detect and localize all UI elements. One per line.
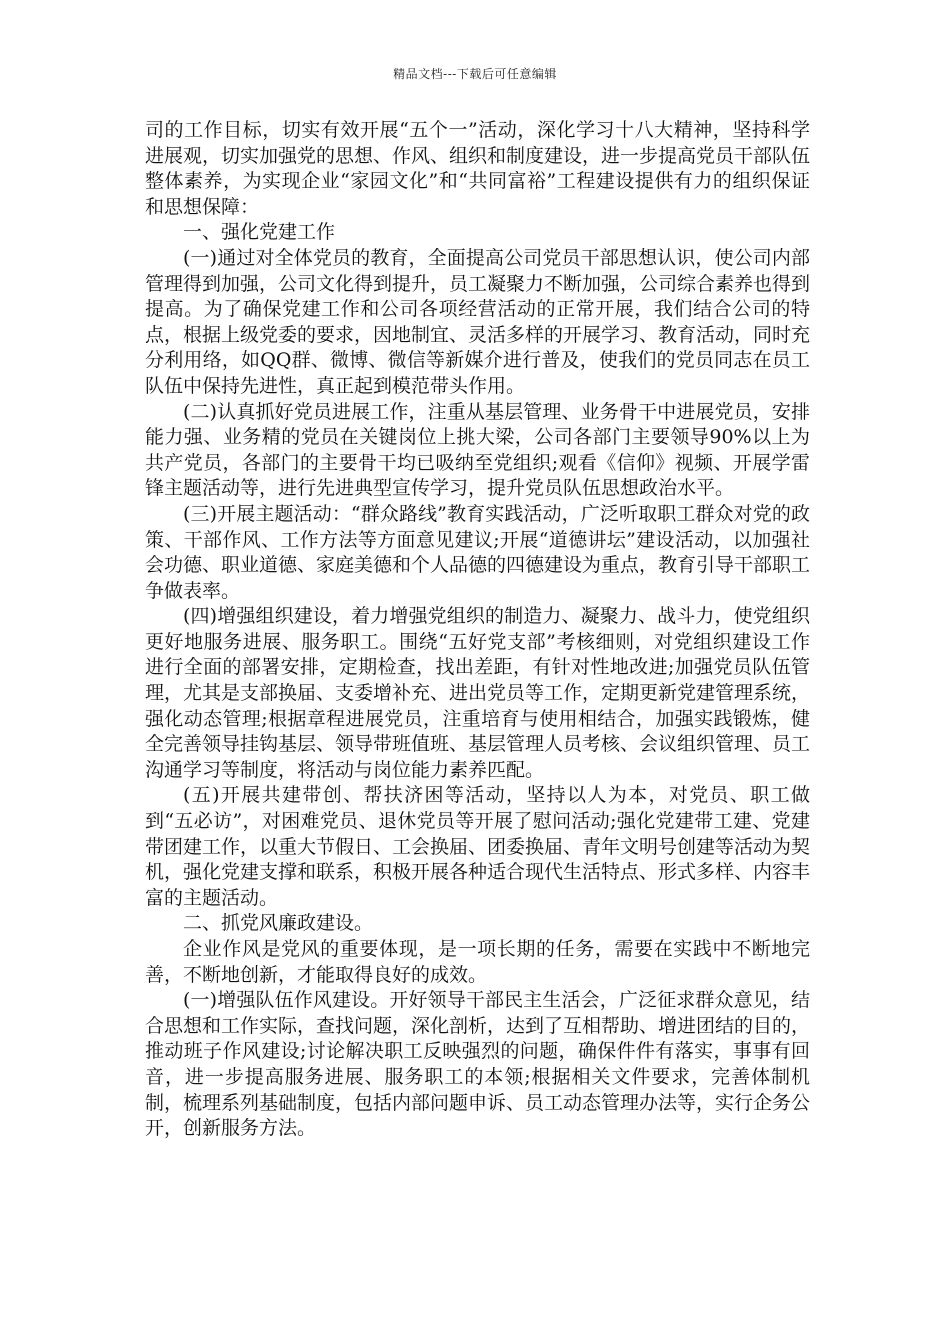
paragraph-2-1: (一)增强队伍作风建设。开好领导干部民主生活会，广泛征求群众意见，结合思想和工作实际，查找问题，深化剖析，达到了互相帮助、增进团结的目的，推动班子作风建设;讨论解决职工反映强烈的问题，确保件件有落实，事事有回音，进一步提高服务进展、服务职工的本领;根据相关文件要求，完善体制机制，梳理系列基础制度，包括内部问题申诉、员工动态管理办法等，实行企务公开，创新服务方法。 bbox=[145, 989, 811, 1140]
paragraph-1-3: (三)开展主题活动：“群众路线”教育实践活动，广泛听取职工群众对党的政策、干部作风、工作方法等方面意见建议;开展“道德讲坛”建设活动，以加强社会功德、职业道德、家庭美德和个人品德的四德建设为重点，教育引导干部职工争做表率。 bbox=[145, 502, 811, 602]
paragraph-intro: 司的工作目标，切实有效开展“五个一”活动，深化学习十八大精神，坚持科学进展观，切实加强党的思想、作风、组织和制度建设，进一步提高党员干部队伍整体素养，为实现企业“家园文化”和“共同富裕”工程建设提供有力的组织保证和思想保障： bbox=[145, 119, 811, 218]
section-heading-2: 二、抓党风廉政建设。 bbox=[183, 912, 374, 935]
page-header: 精品文档---下载后可任意编辑 bbox=[393, 67, 557, 81]
section-heading-1: 一、强化党建工作 bbox=[183, 221, 336, 244]
document-body bbox=[145, 118, 810, 1142]
paragraph-1-4: (四)增强组织建设，着力增强党组织的制造力、凝聚力、战斗力，使党组织更好地服务进展、服务职工。围绕“五好党支部”考核细则，对党组织建设工作进行全面的部署安排，定期检查，找出差距，有针对性地改进;加强党员队伍管理，尤其是支部换届、支委增补充、进出党员等工作，定期更新党建管理系统，强化动态管理;根据章程进展党员，注重培育与使用相结合，加强实践锻炼，健全完善领导挂钩基层、领导带班值班、基层管理人员考核、会议组织管理、员工沟通学习等制度，将活动与岗位能力素养匹配。 bbox=[145, 605, 811, 781]
paragraph-1-1: (一)通过对全体党员的教育，全面提高公司党员干部思想认识，使公司内部管理得到加强，公司文化得到提升，员工凝聚力不断加强，公司综合素养也得到提高。为了确保党建工作和公司各项经营活动的正常开展，我们结合公司的特点，根据上级党委的要求，因地制宜、灵活多样的开展学习、教育活动，同时充分利用络，如QQ群、微博、微信等新媒介进行普及，使我们的党员同志在员工队伍中保持先进性，真正起到模范带头作用。 bbox=[145, 246, 811, 397]
paragraph-2-intro: 企业作风是党风的重要体现，是一项长期的任务，需要在实践中不断地完善，不断地创新，才能取得良好的成效。 bbox=[145, 938, 810, 986]
paragraph-1-2: (二)认真抓好党员进展工作，注重从基层管理、业务骨干中进展党员，安排能力强、业务精的党员在关键岗位上挑大梁，公司各部门主要领导90%以上为共产党员，各部门的主要骨干均已吸纳至党组织;观看《信仰》视频、开展学雷锋主题活动等，进行先进典型宣传学习，提升党员队伍思想政治水平。 bbox=[145, 400, 810, 500]
paragraph-1-5: (五)开展共建带创、帮扶济困等活动，坚持以人为本，对党员、职工做到“五必访”，对困难党员、退休党员等开展了慰问活动;强化党建带工建、党建带团建工作，以重大节假日、工会换届、团委换届、青年文明号创建等活动为契机，强化党建支撑和联系，积极开展各种适合现代生活特点、形式多样、内容丰富的主题活动。 bbox=[145, 784, 811, 909]
